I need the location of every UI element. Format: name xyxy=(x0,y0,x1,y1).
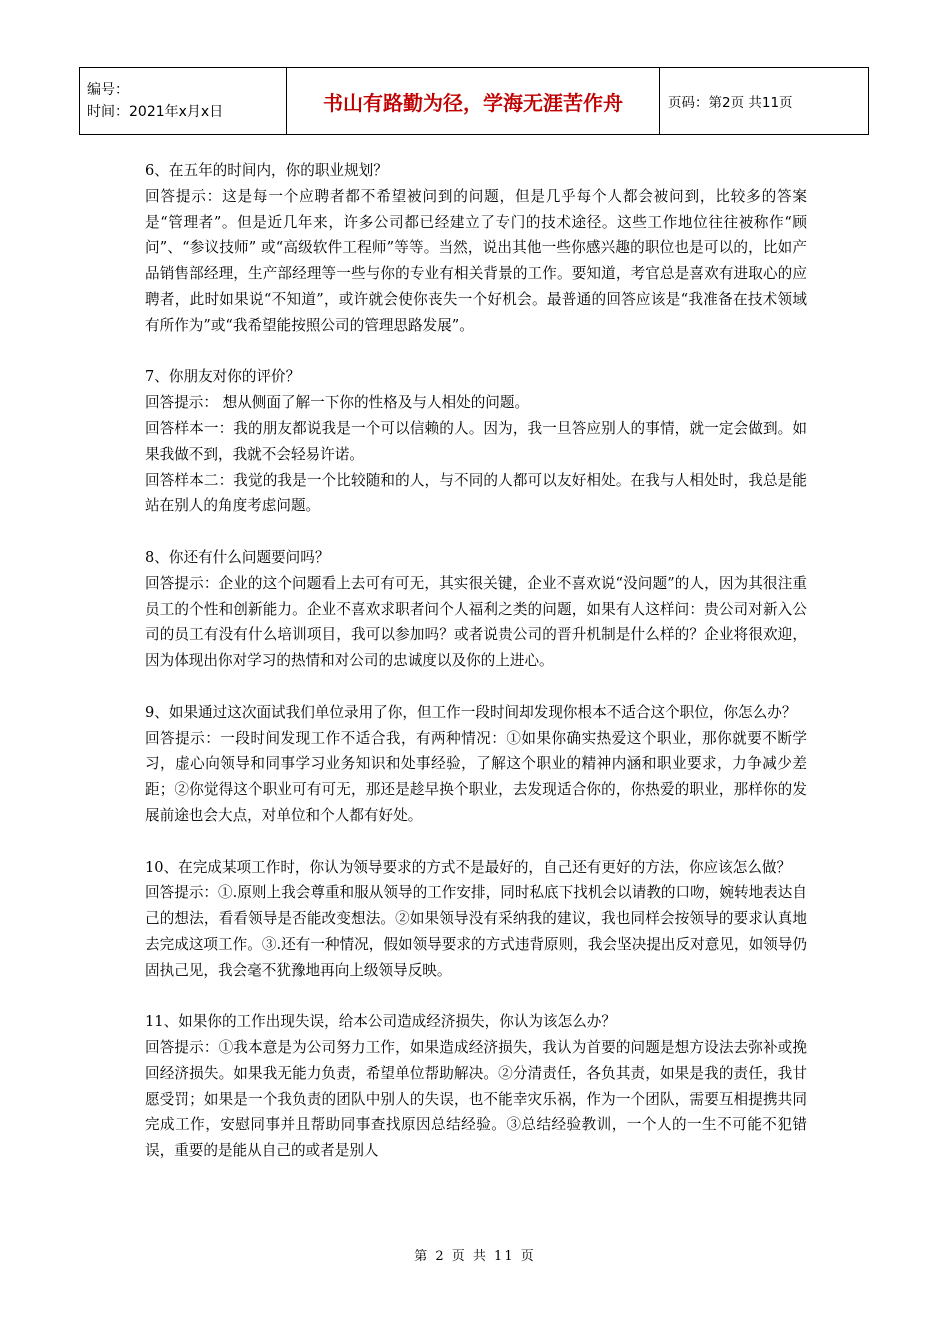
answer-paragraph: 回答提示： 想从侧面了解一下你的性格及与人相处的问题。 xyxy=(145,394,530,412)
answer-paragraph: 回答提示：①我本意是为公司努力工作，如果造成经济损失，我认为首要的问题是想方设法去弥补或挽回经济损失。如果我无能力负责，希望单位帮助解决。②分清责任，各负其责，如果是我的责任，我甘愿受罚；如果是一个我负责的团队中别人的失误，也不能幸灾乐祸，作为一个团队，需要互相提携共同完成工作，安慰同事并且帮助同事查找原因总结经验。③总结经验教训，一个人的一生不可能不犯错误，重要的是能从自己的或者是别人 xyxy=(145,1039,807,1160)
qa-section xyxy=(145,158,807,339)
answer-paragraph: 回答提示：①.原则上我会尊重和服从领导的工作安排，同时私底下找机会以请教的口吻，婉转地表达自己的想法，看看领导是否能改变想法。②如果领导没有采纳我的建议，我也同样会按领导的要求认真地去完成这项工作。③.还有一种情况，假如领导要求的方式违背原则，我会坚决提出反对意见，如领导仍固执己见，我会毫不犹豫地再向上级领导反映。 xyxy=(145,884,807,979)
qa-section xyxy=(145,1009,807,1164)
answer-paragraph: 回答提示：这是每一个应聘者都不希望被问到的问题，但是几乎每个人都会被问到，比较多的答案是“管理者”。但是近几年来，许多公司都已经建立了专门的技术途径。这些工作地位往往被称作“顾问”、“参议技师” 或“高级软件工程师”等等。当然，说出其他一些你感兴趣的职位也是可以的，比如产品销售部经理，生产部经理等一些与你的专业有相关背景的工作。要知道，考官总是喜欢有进取心的应聘者，此时如果说“不知道”，或许就会使你丧失一个好机会。最普通的回答应该是“我准备在技术领域有所作为”或“我希望能按照公司的管理思路发展”。 xyxy=(145,187,807,334)
answer-paragraph: 回答提示：企业的这个问题看上去可有可无，其实很关键，企业不喜欢说“没问题”的人，因为其很注重员工的个性和创新能力。企业不喜欢求职者问个人福利之类的问题，如果有人这样问：贵公司对新入公司的员工有没有什么培训项目，我可以参加吗？或者说贵公司的晋升机制是什么样的？企业将很欢迎，因为体现出你对学习的热情和对公司的忠诚度以及你的上进心。 xyxy=(145,574,807,670)
qa-section xyxy=(145,364,807,519)
qa-section xyxy=(145,545,807,674)
question-heading: 11、如果你的工作出现失误，给本公司造成经济损失，你认为该怎么办？ xyxy=(145,1013,616,1031)
question-heading: 6、在五年的时间内，你的职业规划？ xyxy=(145,162,388,179)
answer-paragraph: 回答样本二：我觉的我是一个比较随和的人，与不同的人都可以友好相处。在我与人相处时，我总是能站在别人的角度考虑问题。 xyxy=(145,471,807,515)
document-body xyxy=(145,158,807,1190)
serial-number-label: 编号： xyxy=(87,82,129,98)
document-header xyxy=(79,67,869,135)
question-heading: 7、你朋友对你的评价？ xyxy=(145,368,301,386)
motto-banner: 书山有路勤为径，学海无涯苦作舟 xyxy=(287,68,660,135)
qa-section xyxy=(145,700,807,829)
question-heading: 8、你还有什么问题要问吗？ xyxy=(145,548,330,566)
page-info: 页码：第2页 共11页 xyxy=(660,68,869,135)
answer-paragraph: 回答提示：一段时间发现工作不适合我，有两种情况：①如果你确实热爱这个职业，那你就要不断学习，虚心向领导和同事学习业务知识和处事经验，了解这个职业的精神内涵和职业要求，力争减少差距；②你觉得这个职业可有可无，那还是趁早换个职业，去发现适合你的，你热爱的职业，那样你的发展前途也会大点，对单位和个人都有好处。 xyxy=(145,729,807,824)
question-heading: 10、在完成某项工作时，你认为领导要求的方式不是最好的，自己还有更好的方法，你应该怎么做？ xyxy=(145,858,792,876)
answer-paragraph: 回答样本一：我的朋友都说我是一个可以信赖的人。因为，我一旦答应别人的事情，就一定会做到。如果我做不到，我就不会轻易许诺。 xyxy=(145,419,807,463)
page-footer: 第 2 页 共 11 页 xyxy=(414,1249,536,1264)
question-heading: 9、如果通过这次面试我们单位录用了你，但工作一段时间却发现你根本不适合这个职位，你怎么办？ xyxy=(145,703,797,721)
header-meta-cell xyxy=(80,68,287,135)
date-line: 时间：2021年x月x日 xyxy=(87,104,224,120)
qa-section xyxy=(145,855,807,984)
